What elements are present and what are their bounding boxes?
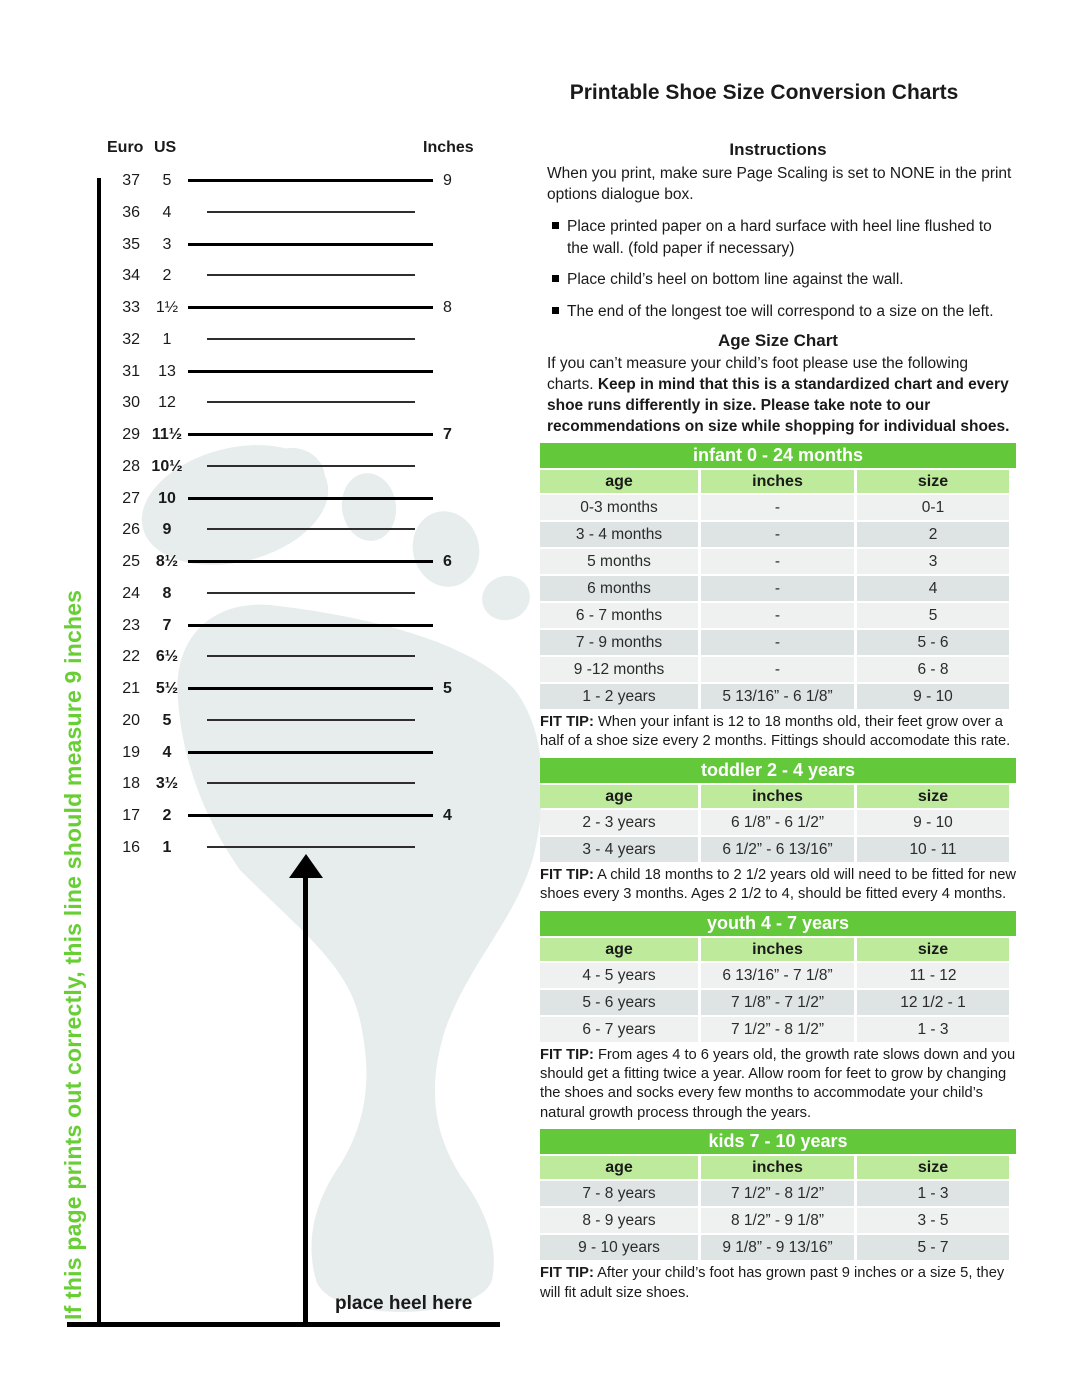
table-header-row xyxy=(540,1156,1016,1179)
table-cell: 8 1/2” - 9 1/8” xyxy=(701,1208,854,1233)
euro-size-label: 26 xyxy=(122,521,140,539)
us-column-header: US xyxy=(154,139,177,156)
ruler-row xyxy=(0,521,500,539)
euro-size-label: 22 xyxy=(122,648,140,666)
us-size-label: 5 xyxy=(162,711,172,729)
table-cell: 2 - 3 years xyxy=(540,810,698,835)
us-size-label: 11½ xyxy=(151,426,183,444)
table-cell: 1 - 3 xyxy=(857,1017,1009,1042)
euro-size-label: 24 xyxy=(122,584,140,602)
table-cell: 5 - 6 years xyxy=(540,990,698,1015)
column-header: inches xyxy=(701,938,854,961)
table-cell: 12 1/2 - 1 xyxy=(857,990,1009,1015)
table-cell: 9 -12 months xyxy=(540,657,698,682)
age-size-chart-intro-bold: Keep in mind that this is a standardized chart and every shoe runs differently in size. Please take note to our recommendations on size while shopping for individual shoes. xyxy=(547,376,1010,435)
column-header: size xyxy=(857,470,1009,493)
column-header: age xyxy=(540,1156,698,1179)
table-row xyxy=(540,657,1016,682)
ruler-row xyxy=(0,331,500,349)
vertical-measure-note: If this page prints out correctly, this line should measure 9 inches xyxy=(60,589,86,1320)
table-cell: 7 1/8” - 7 1/2” xyxy=(701,990,854,1015)
us-size-label: 8 xyxy=(162,584,172,602)
table-row xyxy=(540,684,1016,709)
minor-tick-line xyxy=(207,782,415,784)
us-size-label: 5 xyxy=(162,172,172,189)
us-size-label: 4 xyxy=(162,743,172,761)
ruler-row xyxy=(0,648,500,666)
instruction-bullet-text: Place child’s heel on bottom line against the wall. xyxy=(567,271,904,288)
euro-size-label: 28 xyxy=(122,457,140,475)
us-size-label: 10½ xyxy=(151,457,183,475)
major-tick-line xyxy=(188,497,433,500)
table-cell: - xyxy=(701,522,854,547)
table-cell: - xyxy=(701,576,854,601)
ruler-row xyxy=(0,807,500,825)
table-cell: 1 - 2 years xyxy=(540,684,698,709)
major-tick-line xyxy=(188,624,433,627)
table-cell: - xyxy=(701,657,854,682)
inch-mark-label: 6 xyxy=(443,553,452,571)
inches-column-header: Inches xyxy=(423,139,474,156)
euro-size-label: 20 xyxy=(122,711,140,729)
euro-size-label: 23 xyxy=(122,616,140,634)
fit-tip: FIT TIP: When your infant is 12 to 18 months old, their feet grow over a half of a shoe size every 2 months. Fittings should accomodate this rate. xyxy=(540,714,1011,750)
print-scaling-note: When you print, make sure Page Scaling is set to NONE in the print options dialogue box. xyxy=(547,165,1012,203)
age-size-chart-heading: Age Size Chart xyxy=(718,331,838,350)
ruler-row xyxy=(0,490,500,508)
column-header: age xyxy=(540,470,698,493)
us-size-label: 3½ xyxy=(155,775,179,793)
fit-tip: FIT TIP: From ages 4 to 6 years old, the growth rate slows down and you should get a fitting twice a year. Allow room for feet to grow by changing the shoes and socks every few months to accommodate your child’s natural growth process through the years. xyxy=(540,1046,1016,1121)
us-size-label: 13 xyxy=(158,362,176,380)
table-cell: 5 - 6 xyxy=(857,630,1009,655)
inch-mark-label: 7 xyxy=(443,426,452,444)
euro-column-header: Euro xyxy=(107,139,144,156)
table-cell: - xyxy=(701,495,854,520)
column-header: inches xyxy=(701,470,854,493)
table-row xyxy=(540,1208,1016,1233)
minor-tick-line xyxy=(207,846,415,848)
square-bullet-icon xyxy=(552,307,559,314)
fit-tip-label: FIT TIP: xyxy=(540,714,594,730)
table-cell: 6 1/8” - 6 1/2” xyxy=(701,810,854,835)
table-row xyxy=(540,1017,1016,1042)
table-cell: 9 - 10 years xyxy=(540,1235,698,1260)
table-row xyxy=(540,603,1016,628)
ruler-row xyxy=(0,299,500,317)
table-cell: 3 - 5 xyxy=(857,1208,1009,1233)
us-size-label: 5½ xyxy=(155,680,179,698)
fit-tip-label: FIT TIP: xyxy=(540,866,594,883)
table-cell: - xyxy=(701,549,854,574)
ruler-row xyxy=(0,458,500,476)
ruler-row xyxy=(0,363,500,381)
ruler-row xyxy=(0,236,500,254)
table-cell: 7 - 8 years xyxy=(540,1181,698,1206)
fit-tip: FIT TIP: After your child’s foot has grown past 9 inches or a size 5, they will fit adult size shoes. xyxy=(540,1265,1005,1301)
instruction-bullet-text: Place printed paper on a hard surface with heel line flushed to the wall. (fold paper if necessary) xyxy=(567,218,992,257)
age-size-table xyxy=(540,911,1016,1124)
table-cell: 11 - 12 xyxy=(857,963,1009,988)
euro-size-label: 35 xyxy=(122,235,140,253)
table-cell: - xyxy=(701,603,854,628)
age-size-table xyxy=(540,1129,1016,1303)
instruction-bullet-text: The end of the longest toe will correspond to a size on the left. xyxy=(567,302,994,320)
ruler-row xyxy=(0,426,500,444)
table-row xyxy=(540,837,1016,862)
euro-size-label: 33 xyxy=(122,299,140,317)
fit-tip-label: FIT TIP: xyxy=(540,1265,594,1282)
content-column xyxy=(540,80,1016,1303)
table-cell: 9 - 10 xyxy=(857,810,1009,835)
ruler-row xyxy=(0,172,500,190)
major-tick-line xyxy=(188,370,433,373)
table-row xyxy=(540,630,1016,655)
age-size-table xyxy=(540,443,1016,752)
column-header: age xyxy=(540,938,698,961)
table-cell: 9 1/8” - 9 13/16” xyxy=(701,1235,854,1260)
euro-size-label: 21 xyxy=(122,680,140,698)
minor-tick-line xyxy=(207,655,415,657)
age-size-table xyxy=(540,758,1016,905)
major-tick-line xyxy=(188,243,433,246)
fit-tip: FIT TIP: A child 18 months to 2 1/2 years old will need to be fitted for new shoes every 3 months. Ages 2 1/2 to 4, should be fitted every 4 months. xyxy=(540,866,1016,903)
table-cell: 3 xyxy=(857,549,1009,574)
table-cell: 4 - 5 years xyxy=(540,963,698,988)
euro-size-label: 27 xyxy=(122,489,140,507)
table-cell: 5 13/16” - 6 1/8” xyxy=(701,684,854,709)
table-cell: 5 - 7 xyxy=(857,1235,1009,1260)
us-size-label: 10 xyxy=(158,489,176,507)
table-cell: 0-1 xyxy=(857,495,1009,520)
column-header: size xyxy=(857,938,1009,961)
ruler-row xyxy=(0,839,500,857)
instructions-heading: Instructions xyxy=(729,140,827,159)
us-size-label: 7 xyxy=(162,616,172,634)
table-cell: - xyxy=(701,630,854,655)
table-cell: 6 13/16” - 7 1/8” xyxy=(701,963,854,988)
minor-tick-line xyxy=(207,211,415,213)
euro-size-label: 25 xyxy=(122,553,140,571)
ruler-row xyxy=(0,267,500,285)
heel-baseline xyxy=(67,1322,500,1327)
column-header: size xyxy=(857,1156,1009,1179)
euro-size-label: 36 xyxy=(122,203,140,221)
us-size-label: 2 xyxy=(162,807,172,825)
table-cell: 9 - 10 xyxy=(857,684,1009,709)
us-size-label: 9 xyxy=(162,521,172,539)
euro-size-label: 37 xyxy=(122,172,140,189)
table-banner: kids 7 - 10 years xyxy=(540,1129,1016,1154)
major-tick-line xyxy=(188,751,433,754)
inch-mark-label: 9 xyxy=(443,172,452,189)
table-header-row xyxy=(540,470,1016,493)
major-tick-line xyxy=(188,433,433,436)
fit-tip-label: FIT TIP: xyxy=(540,1046,594,1063)
table-cell: 3 - 4 months xyxy=(540,522,698,547)
table-row xyxy=(540,576,1016,601)
table-cell: 6 months xyxy=(540,576,698,601)
minor-tick-line xyxy=(207,465,415,467)
table-cell: 4 xyxy=(857,576,1009,601)
major-tick-line xyxy=(188,687,433,690)
table-cell: 10 - 11 xyxy=(857,837,1009,862)
euro-size-label: 30 xyxy=(122,394,140,412)
us-size-label: 8½ xyxy=(155,553,179,571)
age-size-chart-intro-regular: If you can’t measure your child’s foot please use the following charts. xyxy=(547,355,969,393)
inch-mark-label: 5 xyxy=(443,680,452,698)
age-tables xyxy=(540,443,1016,1303)
euro-size-label: 31 xyxy=(122,362,140,380)
euro-size-label: 19 xyxy=(122,743,140,761)
euro-size-label: 16 xyxy=(122,838,140,856)
ruler-row xyxy=(0,775,500,793)
table-cell: 5 xyxy=(857,603,1009,628)
ruler-row xyxy=(0,204,500,222)
column-header: inches xyxy=(701,785,854,808)
table-row xyxy=(540,963,1016,988)
table-cell: 7 1/2” - 8 1/2” xyxy=(701,1181,854,1206)
ruler-row xyxy=(0,712,500,730)
us-size-label: 6½ xyxy=(155,648,179,666)
table-cell: 6 1/2” - 6 13/16” xyxy=(701,837,854,862)
table-cell: 7 - 9 months xyxy=(540,630,698,655)
table-banner: toddler 2 - 4 years xyxy=(540,758,1016,783)
euro-size-label: 17 xyxy=(122,807,140,825)
inch-mark-label: 8 xyxy=(443,299,452,317)
table-cell: 6 - 7 years xyxy=(540,1017,698,1042)
ruler-row xyxy=(0,680,500,698)
major-tick-line xyxy=(188,814,433,817)
minor-tick-line xyxy=(207,592,415,594)
us-size-label: 1 xyxy=(162,330,172,348)
ruler-row xyxy=(0,585,500,603)
table-banner: youth 4 - 7 years xyxy=(540,911,1016,936)
instruction-bullet xyxy=(540,301,1016,323)
column-header: size xyxy=(857,785,1009,808)
table-row xyxy=(540,549,1016,574)
table-row xyxy=(540,810,1016,835)
instruction-bullet xyxy=(540,269,1016,291)
table-row xyxy=(540,990,1016,1015)
table-cell: 6 - 8 xyxy=(857,657,1009,682)
place-heel-here-label: place heel here xyxy=(335,1293,473,1314)
table-row xyxy=(540,1235,1016,1260)
us-size-label: 2 xyxy=(162,267,172,285)
ruler-row xyxy=(0,553,500,571)
square-bullet-icon xyxy=(552,275,559,282)
heel-arrow-up-icon xyxy=(289,854,323,878)
table-row xyxy=(540,495,1016,520)
table-cell: 0-3 months xyxy=(540,495,698,520)
column-header: age xyxy=(540,785,698,808)
table-header-row xyxy=(540,785,1016,808)
us-size-label: 3 xyxy=(162,235,172,253)
table-row xyxy=(540,1181,1016,1206)
ruler-row xyxy=(0,394,500,412)
us-size-label: 4 xyxy=(162,203,172,221)
table-banner: infant 0 - 24 months xyxy=(540,443,1016,468)
minor-tick-line xyxy=(207,719,415,721)
ruler-row xyxy=(0,617,500,635)
euro-size-label: 32 xyxy=(122,330,140,348)
instruction-bullets xyxy=(540,216,1016,322)
minor-tick-line xyxy=(207,401,415,403)
table-cell: 6 - 7 months xyxy=(540,603,698,628)
table-cell: 1 - 3 xyxy=(857,1181,1009,1206)
table-cell: 8 - 9 years xyxy=(540,1208,698,1233)
minor-tick-line xyxy=(207,338,415,340)
table-cell: 7 1/2” - 8 1/2” xyxy=(701,1017,854,1042)
us-size-label: 1½ xyxy=(155,299,179,317)
table-cell: 5 months xyxy=(540,549,698,574)
major-tick-line xyxy=(188,560,433,563)
major-tick-line xyxy=(188,179,433,182)
square-bullet-icon xyxy=(552,222,559,229)
euro-size-label: 34 xyxy=(122,267,140,285)
us-size-label: 12 xyxy=(158,394,176,412)
major-tick-line xyxy=(188,306,433,309)
euro-size-label: 29 xyxy=(122,426,140,444)
us-size-label: 1 xyxy=(162,838,172,856)
instruction-bullet xyxy=(540,216,1016,259)
heel-arrow-shaft xyxy=(303,876,308,1323)
page-title: Printable Shoe Size Conversion Charts xyxy=(569,81,959,104)
age-size-chart-intro xyxy=(547,353,1016,437)
table-header-row xyxy=(540,938,1016,961)
table-cell: 3 - 4 years xyxy=(540,837,698,862)
minor-tick-line xyxy=(207,274,415,276)
table-cell: 2 xyxy=(857,522,1009,547)
inch-mark-label: 4 xyxy=(443,807,452,825)
table-row xyxy=(540,522,1016,547)
column-header: inches xyxy=(701,1156,854,1179)
ruler-row xyxy=(0,744,500,762)
minor-tick-line xyxy=(207,528,415,530)
euro-size-label: 18 xyxy=(122,775,140,793)
